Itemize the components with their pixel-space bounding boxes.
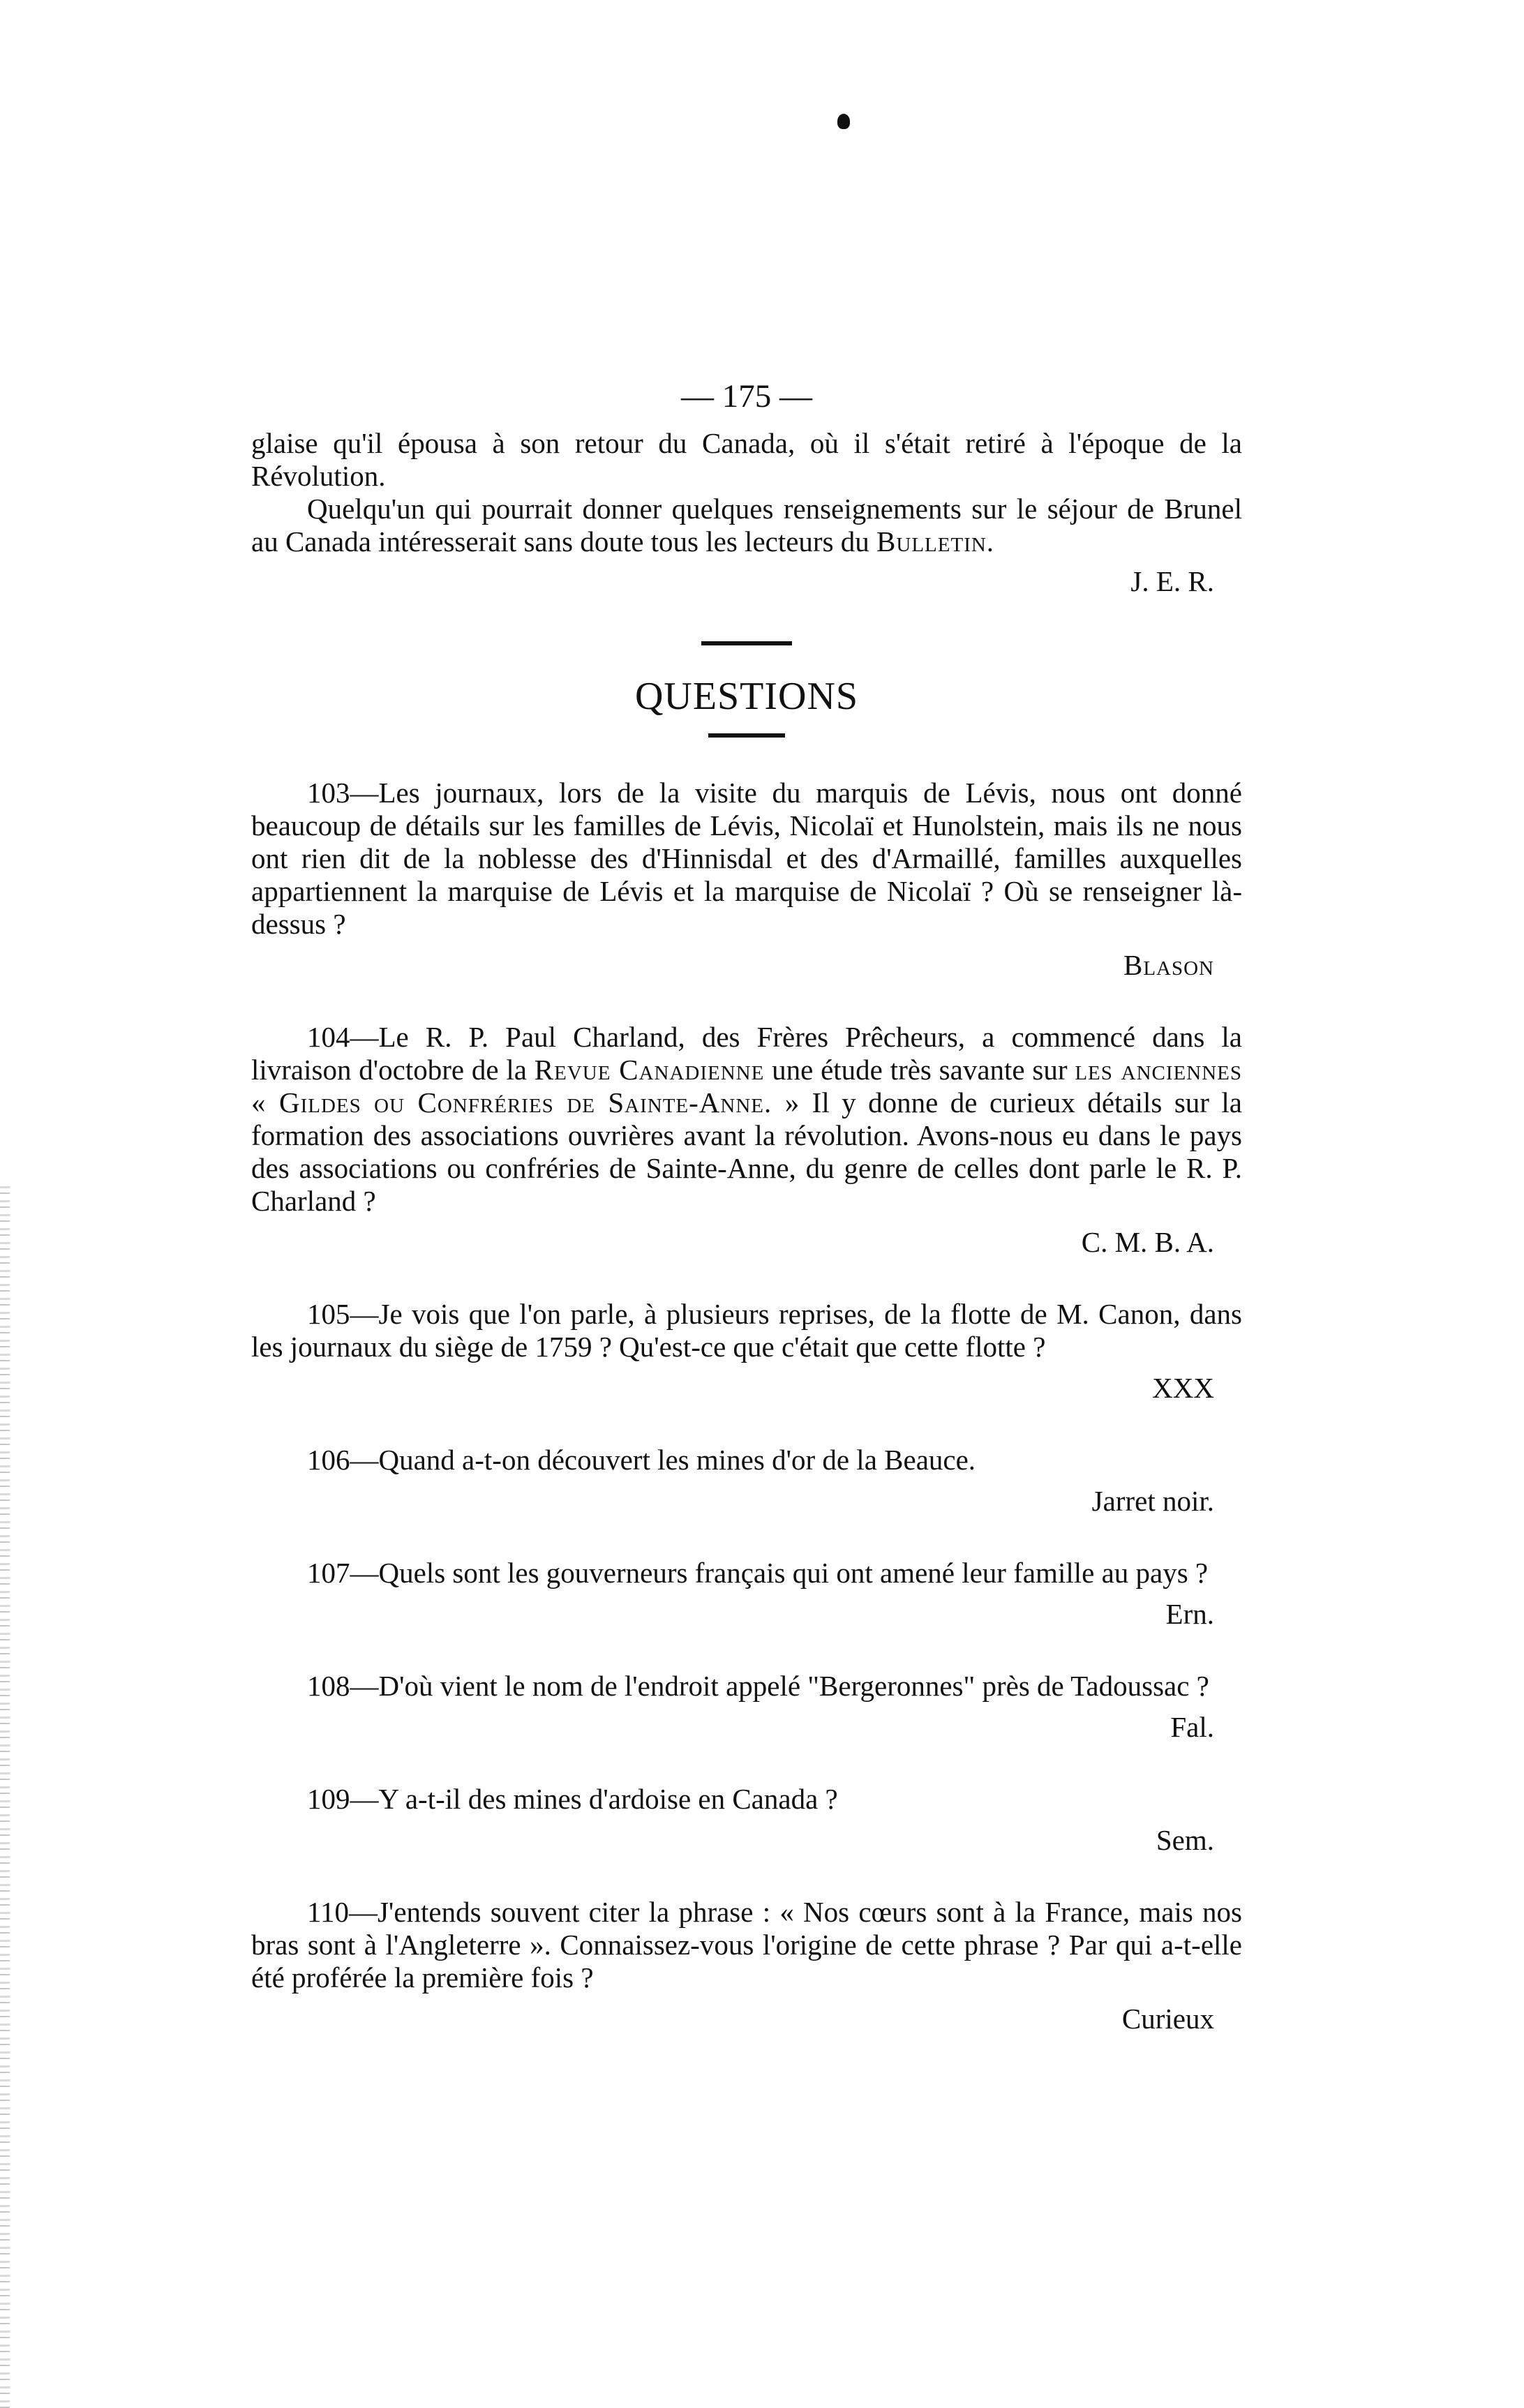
q104-text-c: Il y donne de curieux détails sur la formation des associations ouvrières avant la révolution. Avons-nous eu dans le pays des associations ou confréries de Sainte-Anne, du genre de celles dont parle le R. P. Charland ? [251, 1086, 1242, 1217]
intro-text-a: Quelqu'un qui pourrait donner quelques renseignements sur le séjour de Brunel au Canada intéresserait sans doute tous les lecteurs du [251, 493, 1242, 558]
question-signature: Curieux [1121, 2003, 1214, 2035]
q104-gildes: les anciennes « Gildes ou Confréries de Sainte-Anne. » [251, 1054, 1242, 1119]
question-signature: Fal. [1170, 1711, 1214, 1743]
divider-bottom [708, 733, 785, 738]
page-number: — 175 — [681, 378, 812, 414]
question-108 [251, 1670, 1242, 1744]
page-body [251, 380, 1242, 2035]
question-signature: Blason [1123, 949, 1214, 981]
intro-paragraph-2 [251, 493, 1242, 558]
question-text: 106—Quand a-t-on découvert les mines d'or de la Beauce. [307, 1444, 976, 1476]
question-text: 105—Je vois que l'on parle, à plusieurs reprises, de la flotte de M. Canon, dans les journaux du siège de 1759 ? Qu'est-ce que c'était que cette flotte ? [251, 1298, 1242, 1363]
question-text: 108—D'où vient le nom de l'endroit appelé "Bergeronnes" près de Tadoussac ? [307, 1670, 1209, 1702]
question-103 [251, 777, 1242, 982]
question-signature: Sem. [1156, 1824, 1214, 1856]
question-text: 103—Les journaux, lors de la visite du marquis de Lévis, nous ont donné beaucoup de détails sur les familles de Lévis, Nicolaï et Hunolstein, mais ils ne nous ont rien dit de la noblesse des d'Hinnisdal et des d'Armaillé, familles auxquelles appartiennent la marquise de Lévis et la marquise de Nicolaï ? Où se renseigner là-dessus ? [251, 777, 1242, 940]
divider-top [701, 641, 792, 645]
question-110 [251, 1896, 1242, 2035]
question-106 [251, 1444, 1242, 1518]
section-heading: QUESTIONS [634, 675, 859, 718]
question-109 [251, 1783, 1242, 1857]
intro-text-b: . [986, 525, 994, 558]
question-signature: XXX [1152, 1372, 1214, 1404]
question-text [251, 1021, 1242, 1218]
ink-dot [837, 114, 850, 129]
scan-edge-artifact [0, 1186, 10, 2408]
intro-paragraph-1: glaise qu'il épousa à son retour du Canada, où il s'était retiré à l'époque de la Révolution. [251, 427, 1242, 492]
question-signature: Ern. [1165, 1598, 1214, 1630]
question-text: 110—J'entends souvent citer la phrase : « Nos cœurs sont à la France, mais nos bras sont à l'Angleterre ». Connaissez-vous l'origine de cette phrase ? Par qui a-t-elle été proférée la première fois ? [251, 1896, 1242, 1994]
q104-text-b: une étude très savante sur [764, 1054, 1075, 1086]
q104-revue: Revue Canadienne [534, 1054, 765, 1086]
intro-signature: J. E. R. [1130, 565, 1214, 597]
question-107 [251, 1557, 1242, 1631]
question-text: 109—Y a-t-il des mines d'ardoise en Canada ? [307, 1783, 838, 1815]
question-text: 107—Quels sont les gouverneurs français qui ont amené leur famille au pays ? [307, 1557, 1209, 1589]
question-105 [251, 1298, 1242, 1405]
question-signature: Jarret noir. [1091, 1485, 1214, 1517]
question-signature: C. M. B. A. [1081, 1226, 1214, 1258]
bulletin-smallcaps: Bulletin [876, 525, 987, 558]
q104-text-a: 104—Le R. P. Paul Charland, des Frères Prêcheurs, a commencé dans la livraison d'octobre de la [251, 1021, 1242, 1086]
question-104 [251, 1021, 1242, 1259]
